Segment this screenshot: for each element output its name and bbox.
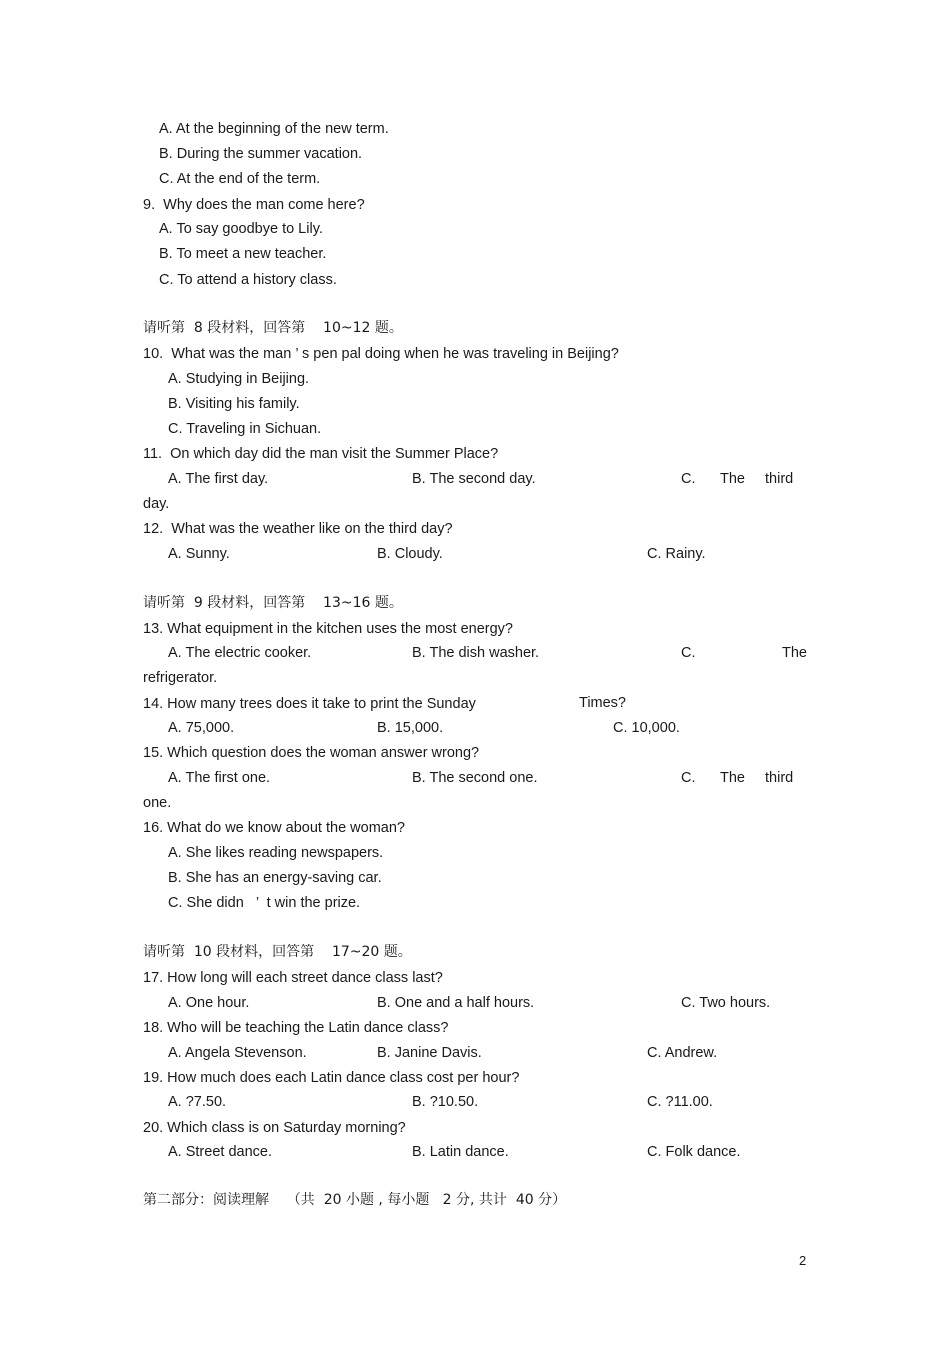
q13-option-c-wrap: refrigerator. — [143, 670, 218, 686]
q13-option-c-letter: C. — [681, 645, 696, 661]
q11-question: 11. On which day did the man visit the Summer Place? — [143, 446, 499, 462]
q14-option-b: B. 15,000. — [377, 720, 444, 736]
q15-option-c-wrap: one. — [143, 795, 172, 811]
q15-option-a: A. The first one. — [168, 770, 271, 786]
q14-option-c: C. 10,000. — [613, 720, 680, 736]
q11-option-c-wrap: day. — [143, 496, 170, 512]
q8-option-a: A. At the beginning of the new term. — [159, 121, 389, 137]
q11-option-c-word1: The — [720, 471, 745, 487]
q16-option-a: A. She likes reading newspapers. — [168, 845, 384, 861]
q19-question: 19. How much does each Latin dance class cost per hour? — [143, 1070, 520, 1086]
q17-question: 17. How long will each street dance class last? — [143, 970, 443, 986]
q17-option-b: B. One and a half hours. — [377, 995, 535, 1011]
q18-option-b: B. Janine Davis. — [377, 1045, 482, 1061]
q11-option-b: B. The second day. — [412, 471, 536, 487]
q20-option-c: C. Folk dance. — [647, 1144, 741, 1160]
q12-option-b: B. Cloudy. — [377, 546, 443, 562]
q17-option-a: A. One hour. — [168, 995, 250, 1011]
q12-option-a: A. Sunny. — [168, 546, 230, 562]
q14-question: 14. How many trees does it take to print the Sunday — [143, 696, 476, 712]
q19-option-c: C. ?11.00. — [647, 1094, 713, 1110]
q9-option-b: B. To meet a new teacher. — [159, 246, 327, 262]
q18-option-a: A. Angela Stevenson. — [168, 1045, 307, 1061]
q15-question: 15. Which question does the woman answer wrong? — [143, 745, 480, 761]
q13-option-a: A. The electric cooker. — [168, 645, 312, 661]
page-number: 2 — [799, 1253, 807, 1268]
q18-option-c: C. Andrew. — [647, 1045, 718, 1061]
q20-question: 20. Which class is on Saturday morning? — [143, 1120, 406, 1136]
section8-header: 请听第 8 段材料，回答第 10~12 题。 — [143, 320, 403, 336]
q15-option-c-letter: C. — [681, 770, 696, 786]
q18-question: 18. Who will be teaching the Latin dance class? — [143, 1020, 449, 1036]
q12-option-c: C. Rainy. — [647, 546, 706, 562]
q14-question-tail: Times? — [579, 695, 626, 711]
q10-option-c: C. Traveling in Sichuan. — [168, 421, 322, 437]
q10-option-b: B. Visiting his family. — [168, 396, 300, 412]
q16-option-c: C. She didn ’ t win the prize. — [168, 895, 361, 911]
q13-option-c-word: The — [782, 645, 807, 661]
q15-option-b: B. The second one. — [412, 770, 538, 786]
q9-question: 9. Why does the man come here? — [143, 197, 365, 213]
part2-header: 第二部分：阅读理解 （共 20 小题 , 每小题 2 分, 共计 40 分） — [143, 1192, 567, 1208]
q8-option-b: B. During the summer vacation. — [159, 146, 363, 162]
q20-option-b: B. Latin dance. — [412, 1144, 509, 1160]
section10-header: 请听第 10 段材料，回答第 17~20 题。 — [143, 944, 412, 960]
q10-question: 10. What was the man ’ s pen pal doing when he was traveling in Beijing? — [143, 346, 619, 362]
q9-option-a: A. To say goodbye to Lily. — [159, 221, 323, 237]
q17-option-c: C. Two hours. — [681, 995, 771, 1011]
q15-option-c-word2: third — [765, 770, 794, 786]
q14-option-a: A. 75,000. — [168, 720, 235, 736]
q12-question: 12. What was the weather like on the third day? — [143, 521, 453, 537]
q11-option-a: A. The first day. — [168, 471, 269, 487]
q19-option-a: A. ?7.50. — [168, 1094, 227, 1110]
q20-option-a: A. Street dance. — [168, 1144, 272, 1160]
q19-option-b: B. ?10.50. — [412, 1094, 479, 1110]
q8-option-c: C. At the end of the term. — [159, 171, 321, 187]
q10-option-a: A. Studying in Beijing. — [168, 371, 310, 387]
q11-option-c-letter: C. — [681, 471, 696, 487]
q15-option-c-word1: The — [720, 770, 745, 786]
q13-question: 13. What equipment in the kitchen uses the most energy? — [143, 621, 513, 637]
q9-option-c: C. To attend a history class. — [159, 272, 337, 288]
section9-header: 请听第 9 段材料，回答第 13~16 题。 — [143, 595, 403, 611]
q13-option-b: B. The dish washer. — [412, 645, 540, 661]
q16-question: 16. What do we know about the woman? — [143, 820, 405, 836]
q11-option-c-word2: third — [765, 471, 794, 487]
q16-option-b: B. She has an energy-saving car. — [168, 870, 382, 886]
